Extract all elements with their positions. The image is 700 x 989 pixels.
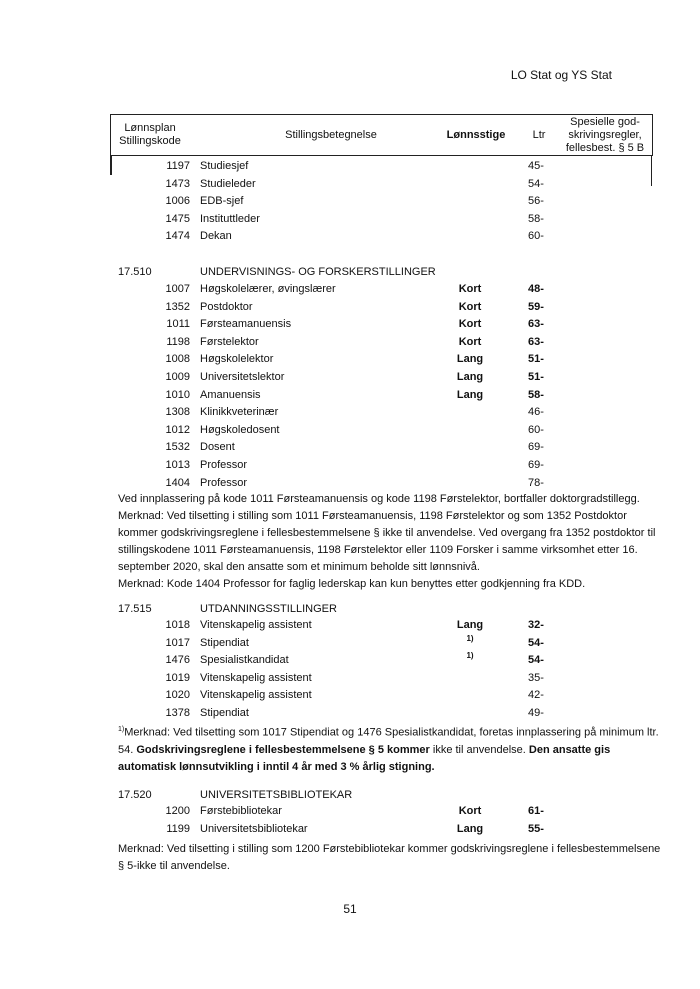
section-number: 17.515: [118, 603, 152, 615]
ltr-value: 42-: [528, 689, 544, 702]
stillingskode: 1010: [165, 388, 190, 401]
table-row: [0, 619, 700, 636]
stillingskode: 1009: [165, 371, 190, 383]
table-header: [110, 114, 653, 156]
stillingskode: 1008: [165, 353, 190, 366]
stillingskode: 1200: [165, 805, 190, 817]
stillingsbetegnelse: Amanuensis: [200, 388, 261, 401]
ltr-value: 63-: [528, 318, 544, 331]
stillingsbetegnelse: Stipendiat: [200, 636, 249, 649]
section-heading: UNIVERSITETSBIBLIOTEKAR: [200, 789, 353, 801]
ltr-value: 78-: [528, 476, 544, 489]
table-row: [0, 441, 700, 458]
header-col-lonnsstige: Lønnsstige: [446, 129, 506, 141]
stillingskode: 1198: [166, 335, 190, 348]
stillingsbetegnelse: Førsteamanuensis: [200, 318, 292, 331]
stillingskode: 1532: [165, 441, 190, 454]
table-row: [0, 459, 700, 476]
ltr-value: 49-: [528, 707, 544, 719]
table-row: [0, 230, 700, 247]
stillingskode: 1017: [165, 636, 190, 649]
ltr-value: 63-: [528, 335, 544, 348]
stillingsbetegnelse: Postdoktor: [200, 300, 253, 313]
note-text-b: Godskrivingsreglene i fellesbestemmelsene § 5 kommer: [136, 743, 430, 756]
lonnsstige: Kort: [458, 805, 482, 817]
header-col-spesielle: Spesielle god- skrivingsregler, fellesbest. § 5 B: [565, 116, 645, 154]
lonnsstige: Kort: [458, 283, 482, 295]
lonnsstige: Lang: [456, 371, 484, 383]
table-row: [0, 160, 700, 177]
stillingskode: 1473: [165, 177, 190, 190]
section-17-510-notes: [118, 491, 663, 593]
stillingskode: 1308: [165, 406, 190, 419]
table-row: [0, 651, 700, 671]
stillingsbetegnelse: Studiesjef: [200, 160, 249, 172]
ltr-value: 54-: [528, 177, 544, 190]
table-row: [0, 213, 700, 230]
stillingsbetegnelse: Dekan: [200, 230, 232, 243]
stillingskode: 1404: [165, 476, 190, 489]
section-17-515-note: [118, 721, 663, 776]
section-17-520-notes: [118, 841, 663, 875]
ltr-value: 58-: [528, 212, 544, 225]
lonnsstige: Lang: [456, 822, 484, 835]
stillingskode: 1018: [165, 619, 190, 631]
stillingskode: 1011: [166, 318, 190, 331]
stillingskode: 1475: [165, 212, 190, 225]
table-row: [0, 371, 700, 388]
lonnsstige: Lang: [456, 353, 484, 366]
stillingskode: 1019: [165, 671, 190, 684]
ltr-value: 54-: [528, 654, 544, 667]
ltr-value: 56-: [528, 195, 544, 208]
lonnsstige: 1): [466, 633, 474, 643]
table-row: [0, 318, 700, 335]
stillingsbetegnelse: EDB-sjef: [200, 195, 244, 208]
stillingsbetegnelse: Spesialistkandidat: [200, 654, 289, 667]
table-row: [0, 805, 700, 822]
ltr-value: 60-: [528, 230, 544, 243]
note-paragraph: Merknad: Ved tilsetting i stilling som 1011 Førsteamanuensis, 1198 Førstelektor og som 1352 Postdoktor kommer godskrivingsreglene i fellesbestemmelsene § ikke til anvendelse. Ved overgang fra 1352 postdoktor til stillingskodene 1011 Førsteamanuensis, 1198 Førstelektor eller 1109 Forsker i samme virksomhet etter 16. september 2020, skal den ansatte som et minimum beholde sitt lønnsnivå.: [118, 510, 656, 573]
stillingsbetegnelse: Professor: [200, 476, 248, 489]
table-row: [0, 195, 700, 212]
lonnsstige: Kort: [458, 335, 482, 348]
stillingskode: 1197: [166, 160, 190, 172]
stillingsbetegnelse: Høgskolelærer, øvingslærer: [200, 283, 336, 295]
stillingsbetegnelse: Universitetsbibliotekar: [200, 822, 308, 835]
lonnsstige: Lang: [456, 619, 484, 631]
table-row: [0, 633, 700, 654]
ltr-value: 46-: [528, 406, 544, 419]
table-row: [0, 406, 700, 423]
stillingskode: 1020: [165, 689, 190, 702]
ltr-value: 58-: [528, 388, 544, 401]
stillingsbetegnelse: Vitenskapelig assistent: [200, 671, 312, 684]
stillingskode: 1474: [165, 230, 190, 243]
stillingsbetegnelse: Professor: [200, 459, 248, 471]
ltr-value: 55-: [528, 822, 544, 835]
table-row: [0, 301, 700, 318]
ltr-value: 48-: [528, 283, 544, 295]
table-row: [0, 689, 700, 706]
ltr-value: 32-: [528, 619, 544, 631]
stillingskode: 1006: [165, 195, 190, 208]
table-row: [0, 823, 700, 840]
stillingsbetegnelse: Førstelektor: [200, 335, 259, 348]
stillingsbetegnelse: Universitetslektor: [200, 371, 285, 383]
stillingsbetegnelse: Stipendiat: [200, 707, 249, 719]
lonnsstige: Kort: [458, 318, 482, 331]
stillingsbetegnelse: Høgskolelektor: [200, 353, 274, 366]
note-paragraph: Ved innplassering på kode 1011 Førsteamanuensis og kode 1198 Førstelektor, bortfaller doktorgradstillegg.: [118, 493, 640, 505]
lonnsstige: Lang: [456, 388, 484, 401]
ltr-value: 54-: [528, 636, 544, 649]
note-text-d: Den ansatte gis automatisk lønnsutvikling i inntil 4 år med 3 % årlig stigning.: [118, 743, 611, 773]
table-row: [0, 353, 700, 370]
stillingsbetegnelse: Vitenskapelig assistent: [200, 689, 312, 702]
stillingskode: 1476: [165, 654, 190, 667]
stillingsbetegnelse: Klinikkveterinær: [200, 406, 279, 419]
stillingsbetegnelse: Førstebibliotekar: [200, 805, 282, 817]
header-col-stillingsbetegnelse: Stillingsbetegnelse: [285, 129, 377, 141]
note-paragraph: Merknad: Ved tilsetting i stilling som 1200 Førstebibliotekar kommer godskrivingsreglene i fellesbestemmelsene § 5-ikke til anvendelse.: [118, 843, 661, 872]
ltr-value: 45-: [528, 160, 544, 172]
stillingsbetegnelse: Vitenskapelig assistent: [200, 619, 312, 631]
header-col-lonnsplan: Lønnsplan Stillingskode: [119, 122, 181, 147]
lonnsstige: 1): [466, 651, 474, 661]
ltr-value: 59-: [528, 300, 544, 313]
table-row: [0, 424, 700, 441]
stillingskode: 1378: [165, 707, 190, 719]
stillingskode: 1013: [165, 459, 190, 471]
section-heading: UTDANNINGSSTILLINGER: [200, 603, 337, 615]
ltr-value: 60-: [528, 423, 544, 436]
stillingsbetegnelse: Høgskoledosent: [200, 423, 280, 436]
note-paragraph: Merknad: Kode 1404 Professor for faglig lederskap kan kun benyttes etter godkjenning fra KDD.: [118, 578, 586, 590]
stillingskode: 1007: [165, 283, 190, 295]
table-row: [0, 389, 700, 406]
table-row: [0, 283, 700, 300]
stillingskode: 1199: [166, 822, 190, 835]
table-row: [0, 672, 700, 689]
footnote-marker: 1): [118, 726, 125, 733]
note-text-c: ikke til anvendelse.: [429, 743, 529, 756]
ltr-value: 61-: [528, 805, 544, 817]
header-col-ltr: Ltr: [532, 129, 546, 141]
table-row: [0, 178, 700, 195]
ltr-value: 51-: [528, 353, 544, 366]
stillingskode: 1012: [165, 423, 190, 436]
stillingskode: 1352: [165, 300, 190, 313]
stillingsbetegnelse: Instituttleder: [200, 212, 260, 225]
note-text-a: Merknad: Ved tilsetting som 1017 Stipendiat og 1476 Spesialistkandidat, foretas innplassering på minimum ltr. 54.: [118, 726, 659, 756]
section-heading: UNDERVISNINGS- OG FORSKERSTILLINGER: [200, 266, 436, 278]
ltr-value: 51-: [528, 371, 544, 383]
page-number: 51: [343, 902, 357, 916]
table-row: [0, 336, 700, 353]
section-number: 17.510: [118, 266, 152, 278]
lonnsstige: Kort: [458, 300, 482, 313]
stillingsbetegnelse: Dosent: [200, 441, 235, 454]
ltr-value: 35-: [528, 671, 544, 684]
ltr-value: 69-: [528, 459, 544, 471]
stillingsbetegnelse: Studieleder: [200, 177, 256, 190]
ltr-value: 69-: [528, 441, 544, 454]
document-header-org: LO Stat og YS Stat: [510, 68, 612, 82]
section-number: 17.520: [118, 789, 152, 801]
